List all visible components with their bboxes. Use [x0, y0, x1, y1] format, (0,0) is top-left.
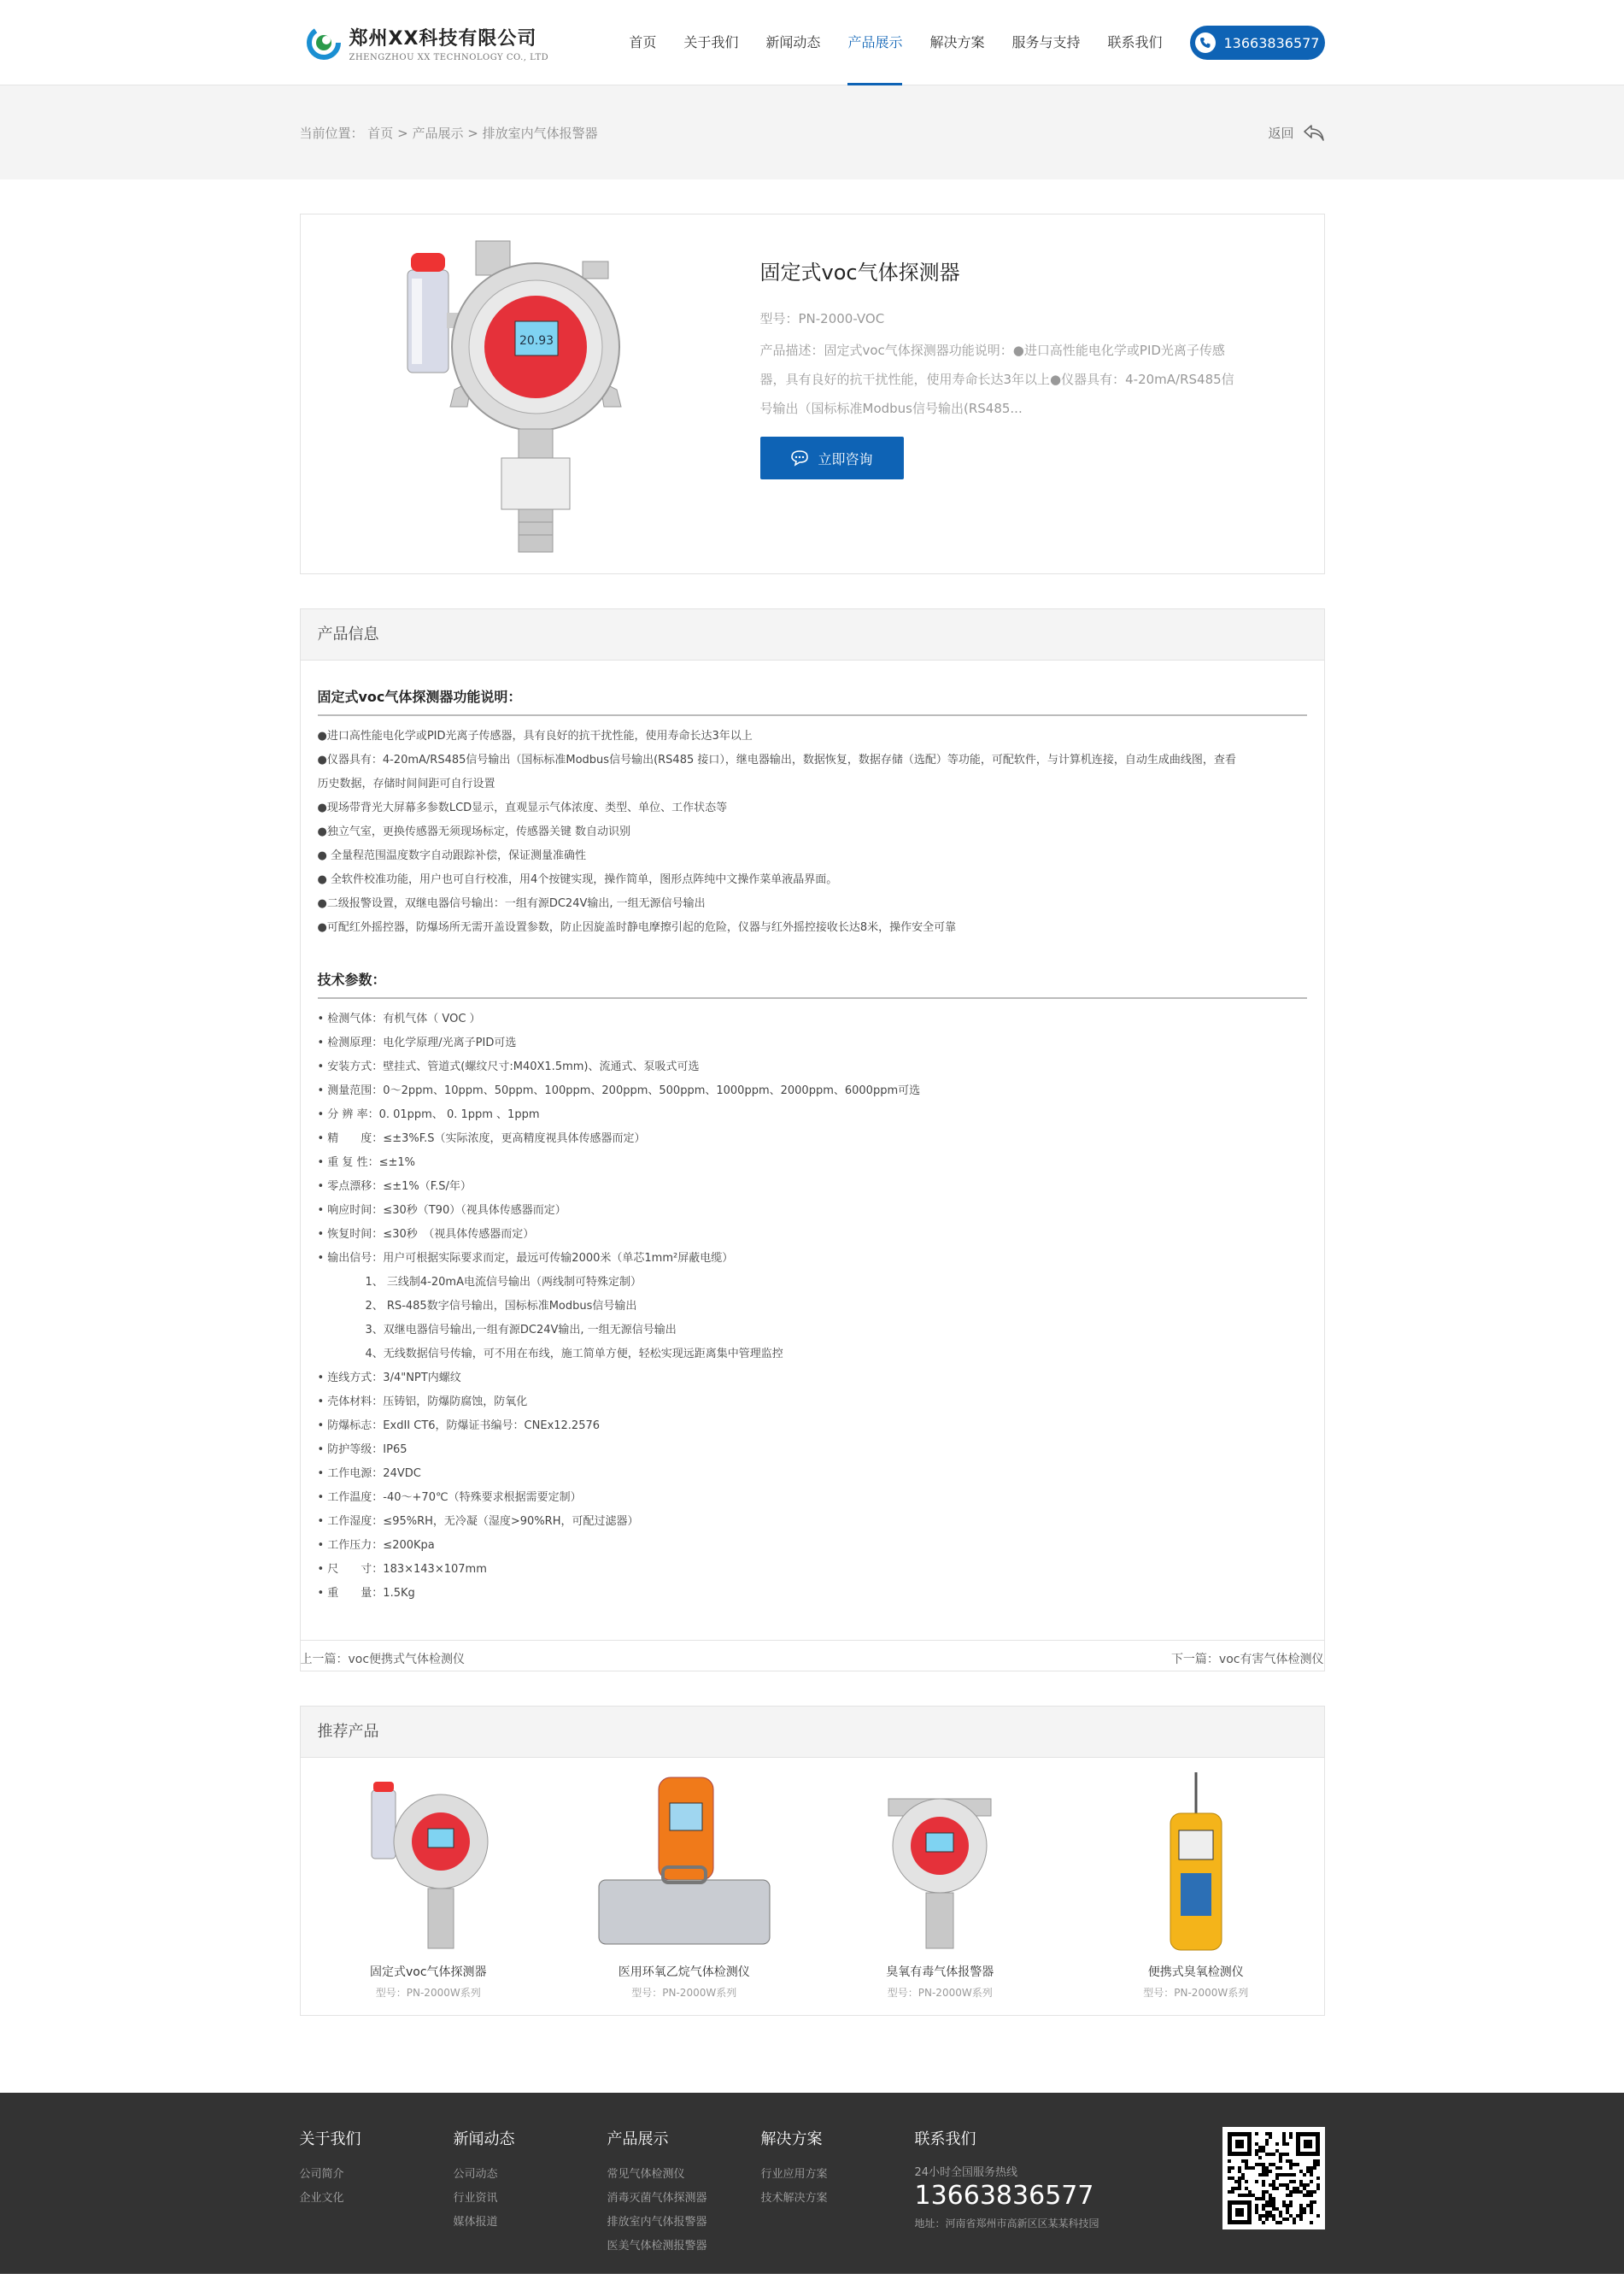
feature-line: ●仪器具有：4-20mA/RS485信号输出（国标标准Modbus信号输出(RS485 接口），继电器输出，数据恢复，数据存储（选配）等功能，可配软件，与计算机连接，自动生成曲线图，查看 [317, 754, 1236, 767]
recommended-product-name: 便携式臭氧检测仪 [1147, 1965, 1244, 1979]
product-info-panel [300, 608, 1325, 1671]
spec-line: • 分 辨 率：0. 01ppm、 0. 1ppm 、1ppm [317, 1108, 540, 1121]
footer-column-title: 产品展示 [607, 2130, 669, 2148]
footer-link[interactable]: 行业资讯 [453, 2192, 498, 2205]
back-arrow-icon [1303, 123, 1325, 142]
back-label: 返回 [1268, 125, 1294, 141]
prev-article-link[interactable]: 上一篇：voc便携式气体检测仪 [300, 1652, 466, 1666]
footer-column-products [607, 2127, 761, 2259]
footer-column-solutions [761, 2127, 915, 2259]
product-description-line: 器，具有良好的抗干扰性能，使用寿命长达3年以上●仪器具有：4-20mA/RS485信 [759, 372, 1234, 387]
spec-line: 4、无线数据信号传输，可不用在布线，施工简单方便，轻松实现远距离集中管理监控 [365, 1348, 783, 1360]
panel-title: 产品信息 [301, 609, 1324, 661]
product-description-line: 产品描述：固定式voc气体探测器功能说明：●进口高性能电化学或PID光离子传感 [759, 343, 1225, 358]
spec-line: • 工作湿度：≤95%RH，无冷凝（湿度>90%RH，可配过滤器） [317, 1515, 639, 1528]
prev-next-nav [301, 1640, 1324, 1671]
contact-hotline-label: 24小时全国服务热线 [914, 2166, 1018, 2179]
spec-line: • 尺 寸：183×143×107mm [317, 1563, 487, 1576]
breadcrumb-current[interactable]: 排放室内气体报警器 [482, 125, 598, 141]
footer-link[interactable]: 排放室内气体报警器 [607, 2216, 707, 2229]
breadcrumb-prefix: 当前位置： [299, 125, 364, 141]
chat-bubble-icon [790, 449, 809, 467]
footer-column-title: 新闻动态 [453, 2130, 515, 2148]
spec-line: • 工作压力：≤200Kpa [317, 1539, 435, 1552]
nav-home[interactable]: 首页 [629, 34, 657, 50]
footer-contact [915, 2127, 1171, 2259]
specs-list [318, 1007, 1307, 1606]
spec-line: • 零点漂移：≤±1%（F.S/年） [317, 1180, 472, 1193]
consult-label: 立即咨询 [818, 450, 873, 467]
footer-link[interactable]: 企业文化 [299, 2192, 344, 2205]
product-description-line: 号输出（国标标准Modbus信号输出(RS485... [759, 401, 1023, 416]
specs-title: 技术参数： [318, 969, 1307, 999]
back-button[interactable] [1268, 123, 1324, 142]
feature-line: ●现场带背光大屏幕多参数LCD显示，直观显示气体浓度、类型、单位、工作状态等 [317, 802, 728, 814]
footer-column-title: 解决方案 [760, 2130, 823, 2148]
portable-case-icon [595, 1773, 774, 1953]
recommended-product[interactable] [812, 1758, 1069, 2000]
footer-link[interactable]: 公司简介 [299, 2168, 344, 2181]
contact-address: 地址：河南省郑州市高新区区某某科技园 [914, 2218, 1099, 2229]
nav-solutions[interactable]: 解决方案 [929, 34, 985, 50]
footer-link[interactable]: 医美气体检测报警器 [607, 2240, 707, 2253]
footer-column-about [300, 2127, 454, 2259]
spec-line: • 恢复时间：≤30秒 （视具体传感器而定） [317, 1228, 535, 1241]
nav-news[interactable]: 新闻动态 [765, 34, 821, 50]
nav-products[interactable]: 产品展示 [834, 0, 916, 85]
recommended-product[interactable] [1068, 1758, 1324, 2000]
footer-link[interactable]: 技术解决方案 [760, 2192, 828, 2205]
spec-line: • 响应时间：≤30秒（T90）（视具体传感器而定） [317, 1204, 566, 1217]
recommended-product[interactable] [556, 1758, 812, 2000]
footer-link[interactable]: 常见气体检测仪 [607, 2168, 685, 2181]
recommend-title: 推荐产品 [301, 1707, 1324, 1758]
breadcrumb [300, 124, 598, 142]
spec-line: • 测量范围：0～2ppm、10ppm、50ppm、100ppm、200ppm、500ppm、1000ppm、2000ppm、6000ppm可选 [317, 1084, 921, 1097]
fixed-detector-icon [360, 1773, 496, 1953]
feature-line: ● 全软件校准功能，用户也可自行校准，用4个按键实现，操作简单，图形点阵纯中文操作菜单液晶界面。 [317, 873, 838, 886]
recommended-product-model: 型号：PN-2000W系列 [375, 1987, 481, 1999]
qr-code-icon [1228, 2132, 1320, 2224]
breadcrumb-home[interactable]: 首页 [367, 125, 394, 141]
site-header [0, 0, 1624, 85]
feature-line: 历史数据，存储时间间距可自行设置 [317, 778, 495, 790]
phone-icon [1195, 32, 1216, 53]
footer-column-title: 关于我们 [299, 2130, 361, 2148]
company-name: 郑州XX科技有限公司 [349, 27, 537, 50]
product-description [760, 336, 1266, 423]
spec-line: • 重 量：1.5Kg [317, 1587, 415, 1600]
spec-line: • 输出信号：用户可根据实际要求而定，最远可传输2000米（单芯1mm²屏蔽电缆） [317, 1252, 734, 1265]
feature-line: ● 全量程范围温度数字自动跟踪补偿，保证测量准确性 [317, 849, 586, 862]
company-logo-icon [307, 26, 341, 60]
spec-line: • 连线方式：3/4"NPT内螺纹 [317, 1372, 461, 1384]
feature-line: ●可配红外摇控器，防爆场所无需开盖设置参数，防止因旋盖时静电摩擦引起的危险，仪器与红外摇控接收长达8米，操作安全可靠 [317, 921, 957, 934]
site-footer [0, 2093, 1624, 2274]
footer-column-title: 联系我们 [914, 2130, 976, 2148]
recommended-product-model: 型号：PN-2000W系列 [631, 1987, 737, 1999]
footer-column-news [454, 2127, 607, 2259]
breadcrumb-products[interactable]: 产品展示 [412, 125, 464, 141]
spec-line: • 精 度：≤±3%F.S（实际浓度，更高精度视具体传感器而定） [317, 1132, 646, 1145]
nav-about[interactable]: 关于我们 [683, 34, 739, 50]
display-reading: 20.93 [519, 334, 554, 348]
feature-line: ●二级报警设置，双继电器信号输出：一组有源DC24V输出, 一组无源信号输出 [317, 897, 706, 910]
breadcrumb-separator: > [397, 125, 408, 141]
next-article-link[interactable]: 下一篇：voc有害气体检测仪 [1170, 1652, 1324, 1666]
spec-line: 3、双继电器信号输出,一组有源DC24V输出, 一组无源信号输出 [365, 1324, 677, 1336]
feature-line: ●进口高性能电化学或PID光离子传感器，具有良好的抗干扰性能，使用寿命长达3年以上 [317, 730, 753, 743]
spec-line: 1、 三线制4-20mA电流信号输出（两线制可特殊定制） [365, 1276, 642, 1289]
product-model: 型号：PN-2000-VOC [759, 311, 885, 326]
spec-line: • 检测气体：有机气体（ VOC ） [317, 1013, 481, 1025]
feature-line: ●独立气室，更换传感器无须现场标定，传感器关键 数自动识别 [317, 825, 630, 838]
spec-line: • 工作温度：-40～+70℃（特殊要求根据需要定制） [317, 1491, 582, 1504]
breadcrumb-separator: > [467, 125, 478, 141]
handheld-pump-icon [1153, 1771, 1239, 1955]
spec-line: • 壳体材料：压铸铝，防爆防腐蚀，防氧化 [317, 1395, 528, 1408]
footer-link[interactable]: 公司动态 [453, 2168, 498, 2181]
recommended-product[interactable] [301, 1758, 557, 2000]
spec-line: • 防爆标志：ExdII CT6，防爆证书编号：CNEx12.2576 [317, 1419, 601, 1432]
contact-phone: 13663836577 [914, 2181, 1094, 2211]
qr-code [1222, 2127, 1325, 2229]
product-summary [300, 214, 1325, 574]
breadcrumb-band [0, 85, 1624, 179]
main-nav [615, 0, 1175, 85]
spec-line: • 安装方式：壁挂式、管道式(螺纹尺寸:M40X1.5mm)、流通式、泵吸式可选 [317, 1060, 700, 1073]
product-title: 固定式voc气体探测器 [759, 261, 960, 285]
features-title: 固定式voc气体探测器功能说明： [318, 686, 1307, 716]
footer-link[interactable]: 媒体报道 [453, 2216, 498, 2229]
logo[interactable] [307, 24, 549, 62]
nav-support[interactable]: 服务与支持 [1011, 34, 1081, 50]
spec-line: • 检测原理：电化学原理/光离子PID可选 [317, 1037, 517, 1049]
nav-contact[interactable]: 联系我们 [1107, 34, 1163, 50]
recommended-product-name: 臭氧有毒气体报警器 [886, 1965, 994, 1979]
wall-detector-icon [871, 1773, 1008, 1953]
recommended-product-model: 型号：PN-2000W系列 [887, 1987, 993, 1999]
gas-detector-icon [373, 227, 630, 561]
recommended-product-name: 医用环氧乙烷气体检测仪 [618, 1965, 750, 1979]
spec-line: • 重 复 性：≤±1% [317, 1156, 415, 1169]
spec-line: • 防护等级：IP65 [317, 1443, 407, 1456]
features-list [318, 725, 1307, 940]
recommended-products [300, 1706, 1325, 2016]
hotline-button[interactable] [1190, 26, 1325, 60]
footer-link[interactable]: 行业应用方案 [760, 2168, 828, 2181]
product-info [702, 214, 1266, 573]
product-image [301, 214, 702, 573]
footer-link[interactable]: 消毒灭菌气体探测器 [607, 2192, 707, 2205]
company-name-en: ZHENGZHOU XX TECHNOLOGY CO., LTD [349, 52, 549, 62]
consult-button[interactable] [760, 437, 904, 479]
spec-line: • 工作电源：24VDC [317, 1467, 421, 1480]
hotline-number: 13663836577 [1223, 34, 1320, 51]
recommended-product-name: 固定式voc气体探测器 [369, 1965, 487, 1979]
recommended-product-model: 型号：PN-2000W系列 [1143, 1987, 1249, 1999]
spec-line: 2、 RS-485数字信号输出，国标标准Modbus信号输出 [365, 1300, 637, 1313]
